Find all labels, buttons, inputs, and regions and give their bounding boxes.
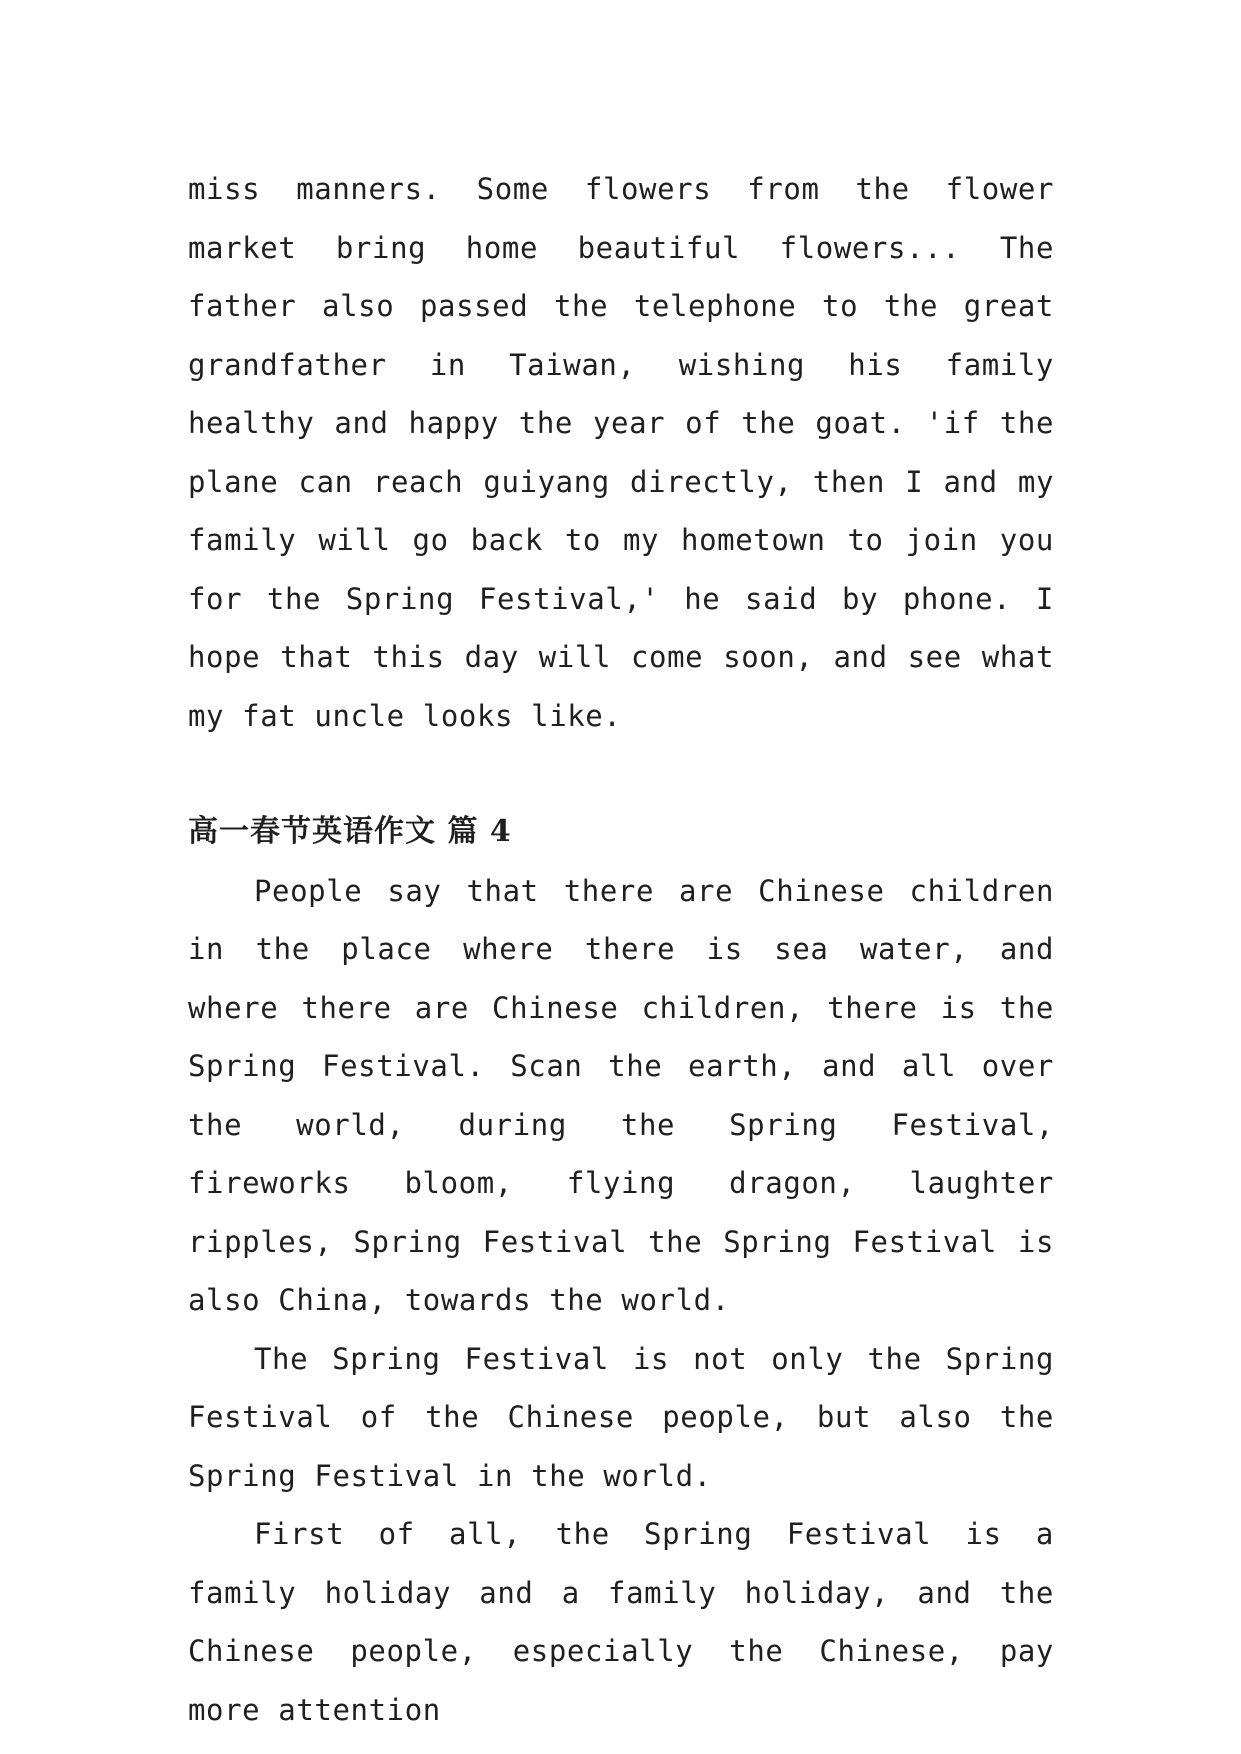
document-body [188,160,1054,1739]
paragraph: People say that there are Chinese children in the place where there is sea water, and where there are Chinese children, there is the Spring Festival. Scan the earth, and all over the world, during the Spring Festival, fireworks bloom, flying dragon, laughter ripples, Spring Festival the Spring Festival is also China, towards the world. [188,873,1054,1317]
paragraph: The Spring Festival is not only the Spring Festival of the Chinese people, but also the Spring Festival in the world. [188,1341,1054,1493]
section-heading: 高一春节英语作文 篇 4 [188,814,512,849]
paragraph-continuation: miss manners. Some flowers from the flower market bring home beautiful flowers... The father also passed the telephone to the great grandfather in Taiwan, wishing his family healthy and happy the year of the goat. 'if the plane can reach guiyang directly, then I and my family will go back to my hometown to join you for the Spring Festival,' he said by phone. I hope that this day will come soon, and see what my fat uncle looks like. [188,172,1054,733]
paragraph: First of all, the Spring Festival is a family holiday and a family holiday, and the Chinese people, especially the Chinese, pay more attention [188,1517,1054,1727]
